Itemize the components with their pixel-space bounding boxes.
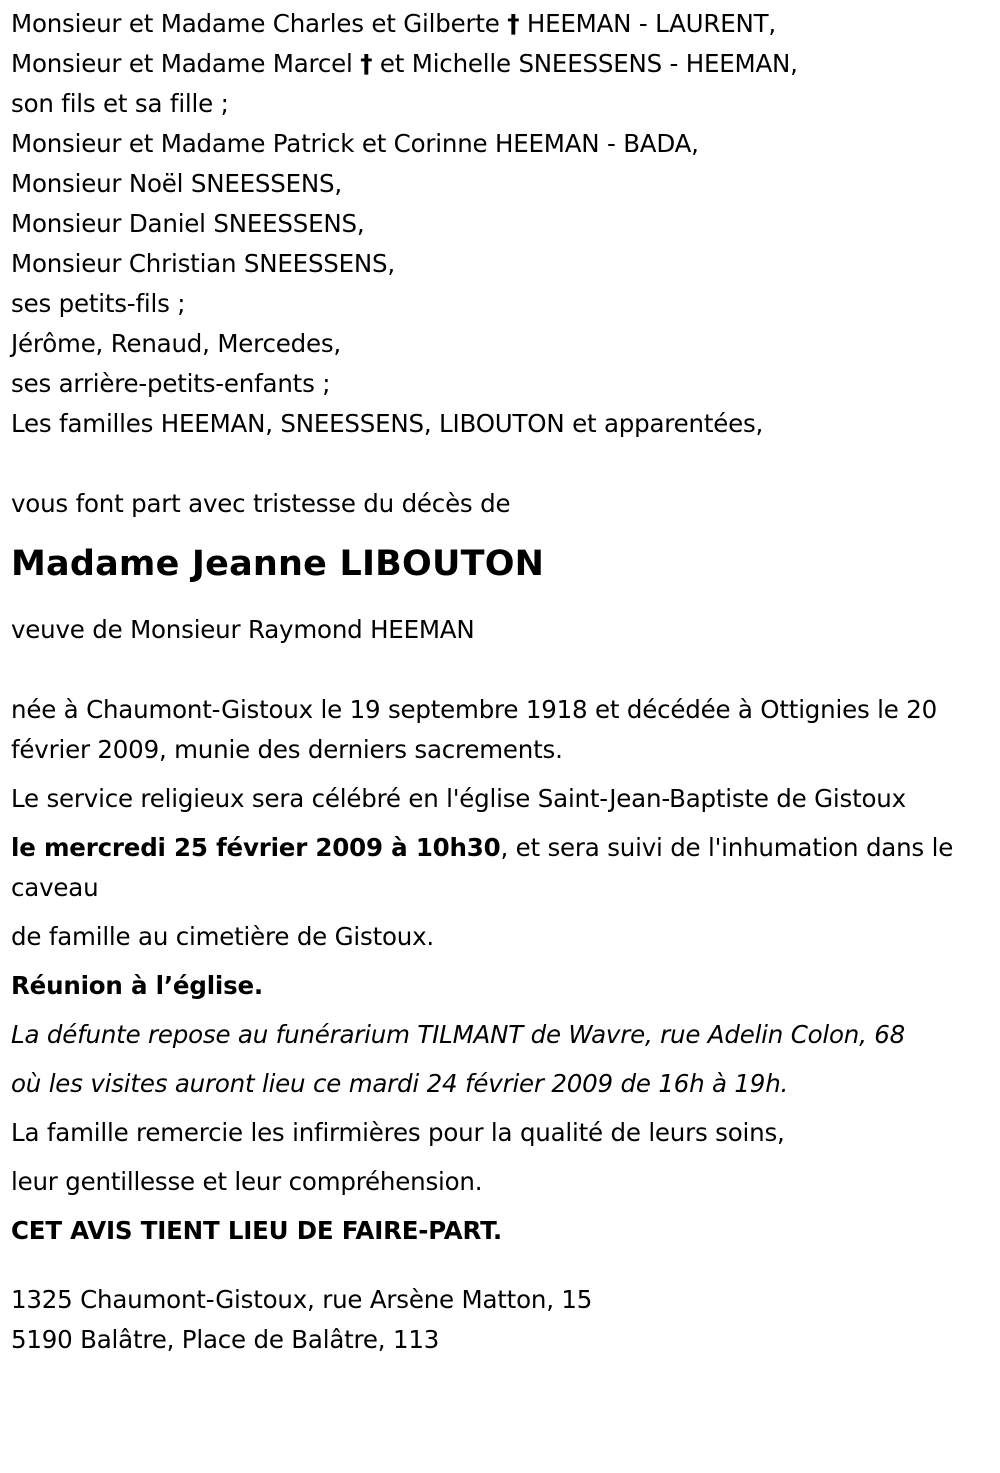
family-line-5: Monsieur Noël SNEESSENS, bbox=[11, 169, 342, 198]
address-2: 5190 Balâtre, Place de Balâtre, 113 bbox=[11, 1325, 440, 1354]
funerarium-line-2: où les visites auront lieu ce mardi 24 février 2009 de 16h à 19h. bbox=[11, 1069, 789, 1098]
birth-death-paragraph: née à Chaumont-Gistoux le 19 septembre 1918 et décédée à Ottignies le 20 février 2009, munie des derniers sacrements. bbox=[11, 695, 937, 764]
service-line-1: Le service religieux sera célébré en l'église Saint-Jean-Baptiste de Gistoux bbox=[11, 784, 906, 813]
family-line-9: Jérôme, Renaud, Mercedes, bbox=[11, 329, 341, 358]
cross-icon: † bbox=[360, 49, 373, 78]
family-line-4: Monsieur et Madame Patrick et Corinne HEEMAN - BADA, bbox=[11, 129, 699, 158]
reunion-notice: Réunion à l’église. bbox=[11, 971, 263, 1000]
thanks-line-1: La famille remercie les infirmières pour la qualité de leurs soins, bbox=[11, 1118, 785, 1147]
family-line-10: ses arrière-petits-enfants ; bbox=[11, 369, 331, 398]
funerarium-line-1: La défunte repose au funérarium TILMANT de Wavre, rue Adelin Colon, 68 bbox=[11, 1020, 906, 1049]
family-line-2: Monsieur et Madame Marcel † et Michelle SNEESSENS - HEEMAN, bbox=[11, 49, 798, 78]
family-line-7: Monsieur Christian SNEESSENS, bbox=[11, 249, 395, 278]
announcement: vous font part avec tristesse du décès de bbox=[11, 489, 511, 518]
cross-icon: † bbox=[507, 9, 520, 38]
notice: CET AVIS TIENT LIEU DE FAIRE-PART. bbox=[11, 1216, 503, 1245]
address-1: 1325 Chaumont-Gistoux, rue Arsène Matton, 15 bbox=[11, 1285, 593, 1314]
obituary-document bbox=[11, 4, 991, 1360]
family-line-1: Monsieur et Madame Charles et Gilberte † HEEMAN - LAURENT, bbox=[11, 9, 776, 38]
family-line-8: ses petits-fils ; bbox=[11, 289, 186, 318]
family-line-11: Les familles HEEMAN, SNEESSENS, LIBOUTON et apparentées, bbox=[11, 409, 764, 438]
family-line-6: Monsieur Daniel SNEESSENS, bbox=[11, 209, 365, 238]
family-line-3: son fils et sa fille ; bbox=[11, 89, 229, 118]
service-date: le mercredi 25 février 2009 à 10h30 bbox=[11, 833, 501, 862]
widow-of: veuve de Monsieur Raymond HEEMAN bbox=[11, 615, 475, 644]
service-line-3: de famille au cimetière de Gistoux. bbox=[11, 922, 435, 951]
thanks-line-2: leur gentillesse et leur compréhension. bbox=[11, 1167, 483, 1196]
service-line-2: le mercredi 25 février 2009 à 10h30, et sera suivi de l'inhumation dans le caveau bbox=[11, 833, 954, 902]
deceased-name: Madame Jeanne LIBOUTON bbox=[11, 544, 545, 584]
